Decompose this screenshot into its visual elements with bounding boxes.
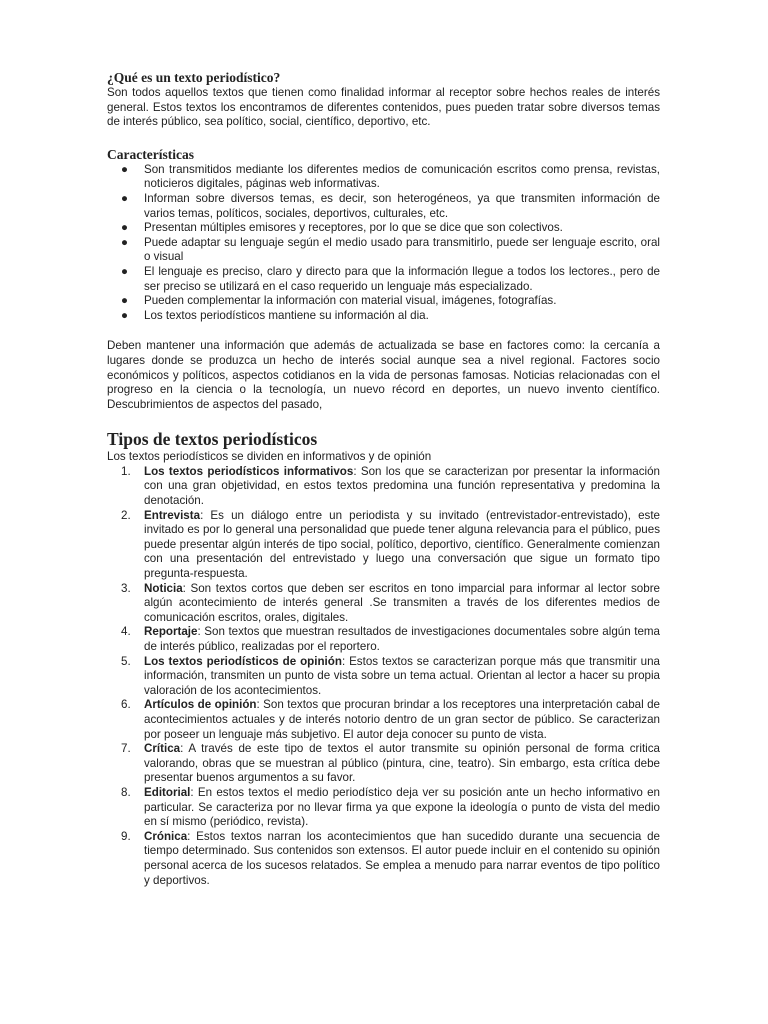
definition-paragraph: Son todos aquellos textos que tienen como finalidad informar al receptor sobre hechos reales de interés general. Estos textos los encontramos de diferentes contenidos, pues pueden tratar sobre diversos temas de interés público, sea político, social, científico, deportivo, etc.	[107, 86, 660, 129]
list-item	[107, 582, 660, 626]
list-item	[107, 309, 660, 324]
list-item-text: Son transmitidos mediante los diferentes medios de comunicación escritos como prensa, revistas, noticieros digitales, páginas web informativas.	[144, 162, 660, 191]
factors-paragraph: Deben mantener una información que además de actualizada se base en factores como: la cercanía a lugares donde se produzca un hecho de interés social aunque sea a nivel regional. Factores socio económicos y políticos, aspectos cotidianos en la vida de personas famosas. Noticias relacionadas con el progreso en la ciencia o la tecnología, un nuevo récord en deportes, un nuevo invento científico. Descubrimientos de aspectos del pasado,	[107, 339, 660, 411]
item-term: Crónica	[144, 829, 188, 843]
item-number: 5.	[121, 654, 131, 668]
bullet-icon: ●	[121, 235, 129, 249]
item-text: : Son textos que procuran brindar a los receptores una interpretación cabal de acontecimientos actuales y de interés notorio dentro de un gran sector de público. Se caracterizan por poseer un lenguaje más subjetivo. El autor deja conocer su punto de vista.	[144, 698, 661, 741]
bullet-icon: ●	[121, 308, 129, 322]
list-item	[107, 625, 660, 654]
list-item	[107, 698, 660, 742]
item-term: Los textos periodísticos informativos	[144, 464, 354, 478]
section-heading-tipos: Tipos de textos periodísticos	[107, 429, 318, 450]
bullet-icon: ●	[121, 264, 129, 278]
characteristics-list	[107, 163, 660, 324]
item-term: Los textos periodísticos de opinión	[144, 654, 342, 668]
item-number: 8.	[121, 785, 131, 799]
item-term: Entrevista	[144, 508, 201, 522]
list-item	[107, 163, 660, 192]
item-text: : Son textos cortos que deben ser escritos en tono imparcial para informar al lector sobre algún acontecimiento de interés general .Se transmiten a través de los diferentes medios de comunicación escritos, orales, digitales.	[144, 581, 660, 624]
item-term: Editorial	[144, 785, 191, 799]
item-term: Crítica	[144, 742, 181, 756]
section-heading-caracteristicas: Características	[107, 146, 194, 162]
list-item	[107, 221, 660, 236]
item-text: : Son textos que muestran resultados de investigaciones documentales sobre algún tema de interés público, realizadas por el reportero.	[144, 625, 660, 653]
item-number: 6.	[121, 698, 131, 712]
item-text: : Estos textos se caracterizan porque más que transmitir una información, transmiten un punto de vista sobre un tema actual. Orientan al lector a hacer su propia valoración de los acontecimientos.	[144, 654, 661, 697]
list-item-text: Puede adaptar su lenguaje según el medio usado para transmitirlo, puede ser lenguaje escrito, oral o visual	[144, 235, 660, 264]
item-term: Reportaje	[144, 625, 198, 639]
bullet-icon: ●	[121, 294, 129, 308]
item-term: Artículos de opinión	[144, 698, 257, 712]
item-text: : Es un diálogo entre un periodista y su invitado (entrevistador-entrevistado), este invitado es por lo general una personalidad que puede tener alguna relevancia para el público, pues puede presentar algún interés de tipo social, político, deportivo, científico. Generalmente comienzan con una presentación del entrevistado y luego una conversación que sigue un formato tipo pregunta-respuesta.	[144, 508, 660, 581]
list-item	[107, 294, 660, 309]
list-item-text: Informan sobre diversos temas, es decir, son heterogéneos, ya que transmiten información de varios temas, políticos, sociales, deportivos, culturales, etc.	[144, 191, 660, 220]
types-intro: Los textos periodísticos se dividen en informativos y de opinión	[107, 450, 432, 464]
types-list	[107, 465, 660, 888]
bullet-icon: ●	[121, 221, 129, 235]
item-number: 7.	[121, 742, 131, 756]
document-content	[107, 70, 660, 888]
list-item	[107, 655, 660, 699]
item-text: : Son los que se caracterizan por presentar la información con una gran objetividad, en estos textos predomina una función representativa y predomina la denotación.	[144, 464, 660, 508]
bullet-icon: ●	[121, 162, 129, 176]
item-number: 2.	[121, 508, 131, 522]
list-item	[107, 742, 660, 786]
item-number: 1.	[121, 464, 131, 478]
list-item-text: El lenguaje es preciso, claro y directo para que la información llegue a todos los lectores., pero de ser preciso se utilizará en el caso requerido un lenguaje más especializado.	[144, 264, 660, 293]
list-item-text: Los textos periodísticos mantiene su información al dia.	[144, 308, 429, 322]
list-item-text: Pueden complementar la información con material visual, imágenes, fotografías.	[144, 294, 557, 308]
section-heading-que-es: ¿Qué es un texto periodístico?	[107, 70, 281, 85]
item-text: : A través de este tipo de textos el autor transmite su opinión personal de forma critica valorando, obras que se muestran al público (pintura, cine, teatro). Sin embargo, esta crítica debe presentar buenos argumentos a su favor.	[144, 742, 660, 785]
list-item-text: Presentan múltiples emisores y receptores, por lo que se dice que son colectivos.	[144, 221, 563, 235]
bullet-icon: ●	[121, 191, 129, 205]
item-text: : En estos textos el medio periodístico deja ver su posición ante un hecho informativo en particular. Se caracteriza por no llevar firma ya que expone la ideología o punto de vista del medio en sí mismo (periódico, revista).	[144, 785, 660, 829]
list-item	[107, 830, 660, 888]
item-number: 9.	[121, 829, 131, 843]
item-number: 4.	[121, 625, 131, 639]
list-item	[107, 509, 660, 582]
list-item	[107, 786, 660, 830]
item-term: Noticia	[144, 581, 183, 595]
list-item	[107, 192, 660, 221]
item-text: : Estos textos narran los acontecimientos que han sucedido durante una secuencia de tiempo determinado. Sus contenidos son extensos. El autor puede incluir en el contenido su opinión personal acerca de los sucesos relatados. Se emplea a menudo para narrar eventos de tipo político y deportivos.	[144, 829, 660, 887]
item-number: 3.	[121, 581, 131, 595]
list-item	[107, 265, 660, 294]
list-item	[107, 465, 660, 509]
list-item	[107, 236, 660, 265]
